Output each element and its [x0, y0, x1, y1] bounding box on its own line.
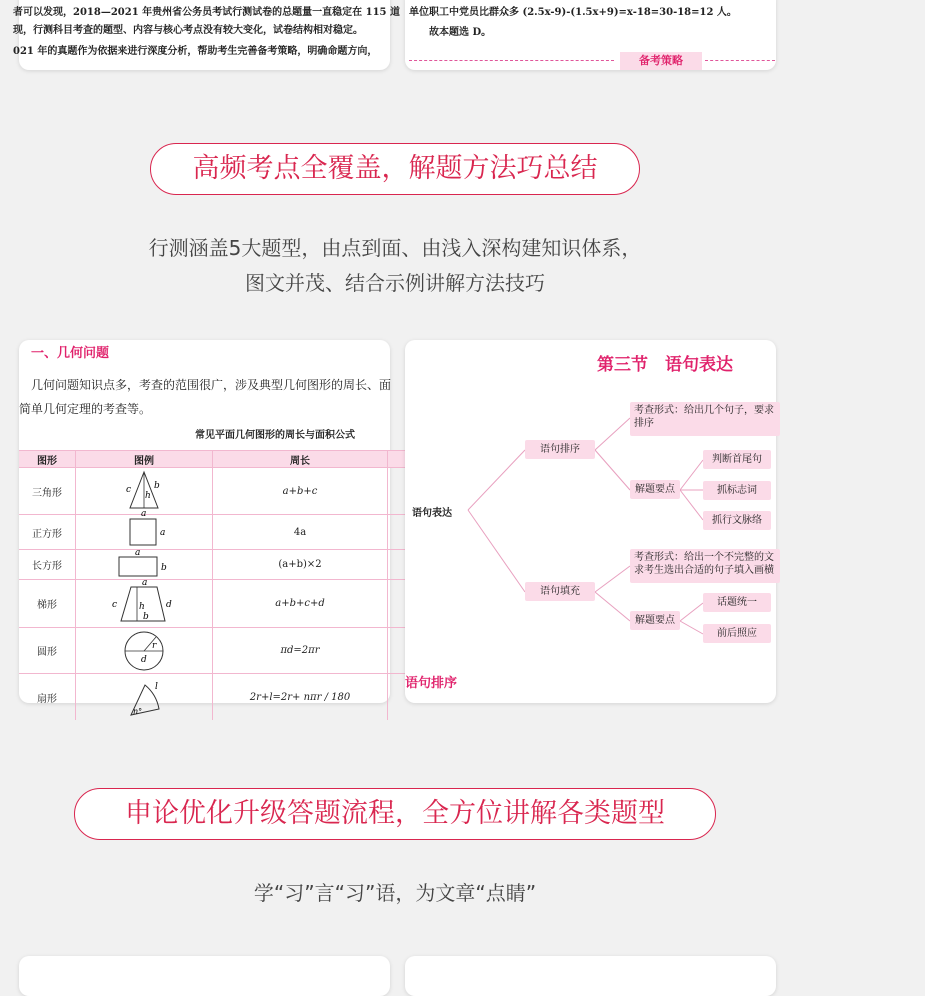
sort-form-line-2: 排序 — [634, 418, 654, 429]
label-h: h — [139, 601, 145, 612]
label-c: c — [126, 485, 132, 495]
shape-name: 三角形 — [19, 468, 76, 514]
top-left-line-2: 现，行测科目考查的题型、内容与核心考点没有较大变化，试卷结构相对稳定。 — [13, 25, 363, 36]
label-c: c — [112, 599, 118, 610]
top-right-card — [405, 0, 776, 70]
table-row — [19, 577, 409, 628]
shape-name: 圆形 — [19, 628, 76, 673]
fill-form-line-1: 考查形式：给出一个不完整的文 — [634, 552, 774, 563]
circle-icon — [114, 629, 174, 673]
table-title: 常见平面几何图形的周长与面积公式 — [195, 430, 355, 441]
subtitle-1-line-1: 行测涵盖5大题型，由点到面、由浅入深构建知识体系， — [148, 236, 642, 260]
bottom-right-card — [405, 956, 776, 996]
top-left-card — [13, 0, 400, 70]
subtitle-1-line-2: 图文并茂、结合示例讲解方法技巧 — [245, 271, 545, 295]
label-b: b — [161, 562, 167, 573]
mindmap-leaf: 抓行文脉络 — [703, 511, 771, 530]
divider-left — [409, 60, 614, 61]
top-right-line-2: 故本题选 D。 — [409, 27, 492, 38]
table-row — [19, 515, 409, 550]
strategy-tag: 备考策略 — [620, 52, 702, 70]
shape-name: 正方形 — [19, 515, 76, 549]
section-banner-1: 高频考点全覆盖，解题方法巧总结 — [150, 143, 640, 195]
top-right-line-1: 单位职工中党员比群众多 (2.5x-9)-(1.5x+9)=x-18=30-18=12 人。 — [409, 7, 737, 18]
perimeter-formula: a+b+c+d — [213, 580, 388, 627]
mindmap-leaf: 判断首尾句 — [703, 450, 771, 469]
mindmap-fill-form — [630, 549, 780, 583]
shape-name: 扇形 — [19, 674, 76, 720]
fill-form-line-2: 求考生选出合适的句子填入画横 — [634, 565, 774, 576]
mindmap-branch-sort: 语句排序 — [525, 440, 595, 459]
top-left-line-1: 者可以发现，2018—2021 年贵州省公务员考试行测试卷的总题量一直稳定在 115 道 — [13, 7, 400, 18]
table-row — [19, 674, 409, 720]
mindmap-branch-fill: 语句填充 — [525, 582, 595, 601]
mindmap-leaf: 前后照应 — [703, 624, 771, 643]
geometry-para-line-1: 几何问题知识点多，考查的范围很广，涉及典型几何图形的周长、面 — [31, 378, 392, 392]
header-shape: 图形 — [19, 451, 76, 467]
sort-form-line-1: 考查形式：给出几个句子，要求 — [634, 405, 774, 416]
sector-figure — [76, 674, 213, 720]
perimeter-formula: (a+b)×2 — [213, 550, 388, 579]
mindmap-sort-form — [630, 402, 780, 436]
table-row — [19, 468, 409, 519]
rectangle-figure — [76, 547, 213, 579]
label-h: h — [145, 491, 151, 501]
label-l: l — [155, 682, 158, 692]
sector-icon — [109, 675, 179, 719]
mindmap-section-heading: 语句排序 — [405, 676, 458, 691]
trapezoid-figure — [76, 577, 213, 627]
square-icon — [114, 516, 174, 548]
table-header-row — [19, 450, 409, 468]
geometry-para-line-2: 简单几何定理的考查等。 — [19, 402, 152, 416]
mindmap-leaf: 话题统一 — [703, 593, 771, 612]
mindmap-root: 语句表达 — [409, 503, 455, 520]
perimeter-formula: πd=2πr — [213, 628, 388, 673]
label-d: d — [166, 599, 172, 610]
mindmap-fill-method: 解题要点 — [630, 611, 680, 630]
header-perimeter: 周长 — [213, 451, 388, 467]
section-banner-2: 申论优化升级答题流程，全方位讲解各类题型 — [74, 788, 716, 840]
label-a: a — [135, 547, 141, 558]
label-a: a — [142, 577, 148, 588]
label-b: b — [143, 611, 149, 622]
geometry-preview-card — [19, 340, 392, 716]
square-figure — [76, 515, 213, 549]
table-row — [19, 628, 409, 674]
label-r: r — [152, 640, 157, 651]
table-row — [19, 547, 409, 580]
shape-name: 梯形 — [19, 580, 76, 627]
divider-right — [705, 60, 775, 61]
mindmap-title: 第三节 语句表达 — [597, 355, 733, 375]
perimeter-formula: 2r+l=2r+ nπr / 180 — [213, 674, 388, 720]
geometry-heading: 一、几何问题 — [31, 346, 110, 361]
label-a: a — [160, 528, 166, 538]
label-n: n° — [133, 707, 143, 716]
trapezoid-icon — [109, 577, 179, 627]
shape-name: 长方形 — [19, 550, 76, 579]
mindmap-leaf: 抓标志词 — [703, 481, 771, 500]
triangle-icon — [114, 468, 174, 519]
label-b: b — [154, 481, 160, 491]
perimeter-formula: a+b+c — [213, 468, 388, 514]
label-a: a — [141, 509, 147, 519]
circle-figure — [76, 628, 213, 673]
perimeter-formula: 4a — [213, 515, 388, 549]
top-left-line-3: 021 年的真题作为依据来进行深度分析，帮助考生完善备考策略，明确命题方向， — [13, 46, 378, 57]
mindmap-sort-method: 解题要点 — [630, 480, 680, 499]
label-d: d — [141, 654, 147, 665]
rectangle-icon — [109, 547, 179, 579]
mindmap-preview-card — [405, 340, 776, 703]
subtitle-2: 学“习”言“习”语，为文章“点睛” — [253, 881, 537, 905]
header-figure: 图例 — [76, 451, 213, 467]
triangle-figure — [76, 468, 213, 519]
bottom-left-card — [19, 956, 390, 996]
